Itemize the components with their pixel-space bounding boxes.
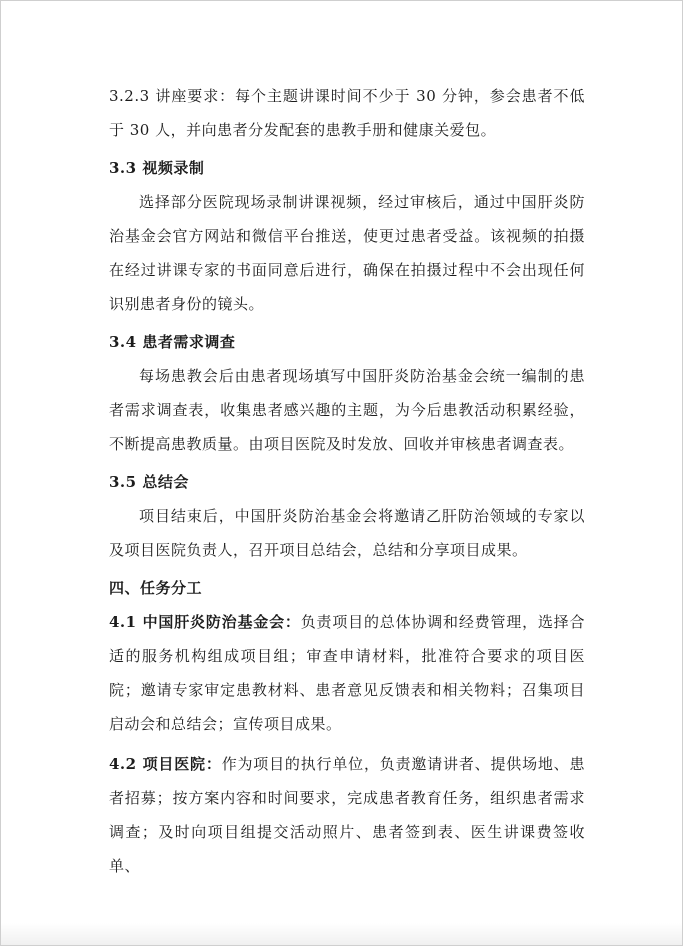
section-4-1-paragraph — [109, 605, 585, 741]
scan-edge-shadow — [1, 923, 682, 945]
section-3-4-heading: 3.4 患者需求调查 — [109, 333, 236, 351]
section-4-1-label: 4.1 中国肝炎防治基金会： — [109, 613, 301, 631]
section-4-heading: 四、任务分工 — [109, 579, 203, 597]
section-3-4-body: 每场患教会后由患者现场填写中国肝炎防治基金会统一编制的患者需求调查表，收集患者感兴趣的主题，为今后患教活动积累经验，不断提高患教质量。由项目医院及时发放、回收并审核患者调查表。 — [109, 367, 585, 453]
section-4-2-body: 作为项目的执行单位，负责邀请讲者、提供场地、患者招募；按方案内容和时间要求，完成患者教育任务，组织患者需求调查；及时向项目组提交活动照片、患者签到表、医生讲课费签收单、 — [109, 755, 585, 875]
section-4-1-body: 负责项目的总体协调和经费管理，选择合适的服务机构组成项目组；审查申请材料，批准符合要求的项目医院；邀请专家审定患教材料、患者意见反馈表和相关物料；召集项目启动会和总结会；宣传项目成果。 — [109, 613, 585, 733]
section-3-5-heading: 3.5 总结会 — [109, 473, 189, 491]
section-3-2-3-text: 3.2.3 讲座要求：每个主题讲课时间不少于 30 分钟，参会患者不低于 30 人，并向患者分发配套的患教手册和健康关爱包。 — [109, 87, 585, 139]
document-body — [109, 79, 585, 883]
section-4-2-paragraph — [109, 747, 585, 883]
section-3-3-body: 选择部分医院现场录制讲课视频，经过审核后，通过中国肝炎防治基金会官方网站和微信平台推送，使更过患者受益。该视频的拍摄在经过讲课专家的书面同意后进行，确保在拍摄过程中不会出现任何识别患者身份的镜头。 — [109, 193, 585, 313]
section-3-5-body: 项目结束后，中国肝炎防治基金会将邀请乙肝防治领域的专家以及项目医院负责人，召开项目总结会，总结和分享项目成果。 — [109, 507, 585, 559]
section-3-3-heading: 3.3 视频录制 — [109, 159, 205, 177]
section-4-2-label: 4.2 项目医院： — [109, 755, 222, 773]
